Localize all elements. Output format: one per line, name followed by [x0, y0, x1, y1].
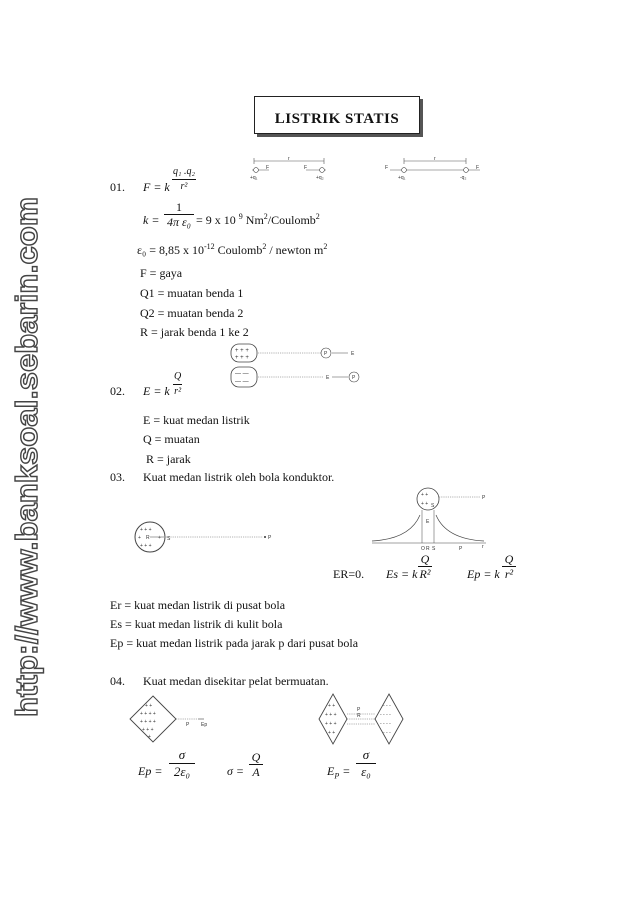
svg-text:+ + +: + + + [140, 527, 152, 533]
parallel-field-symbol: E [327, 764, 335, 778]
distance-axis-label: r [482, 544, 484, 550]
field-formula-fraction [173, 370, 182, 399]
watermark [5, 195, 47, 720]
epsilon-unit: Coulomb [217, 243, 263, 257]
definition-line: E = kuat medan listrik [143, 413, 250, 427]
field-label: E [326, 375, 330, 381]
point-label: P [352, 375, 356, 381]
surface-label: S [167, 536, 171, 542]
electric-field-diagram [228, 342, 368, 392]
field-formula-lhs: E = k [143, 384, 170, 398]
svg-text:+: + [138, 535, 141, 541]
charge-label: +q₂ [316, 175, 324, 181]
definition-line: Ep = kuat medan listrik pada jarak p dari pusat bola [110, 636, 359, 650]
parallel-field-fraction [356, 747, 376, 780]
radius-label: R [146, 535, 150, 541]
parallel-field-subscript: P [334, 771, 340, 781]
svg-text:- - -: - - - [383, 703, 391, 709]
fraction-denominator: 4π ε₀ [167, 215, 191, 229]
force-diagram-repel [244, 156, 334, 182]
k-value-unit: Nm [245, 213, 264, 227]
point-label: P [459, 546, 463, 552]
epsilon-text: ε₀ = 8,85 x 10 [137, 243, 204, 257]
section-heading: Kuat medan disekitar pelat bermuatan. [143, 674, 329, 688]
surface-label: S [432, 546, 436, 552]
k-value-unit: /Coulomb [267, 213, 316, 227]
plate-field-lhs: Ep = [138, 764, 163, 778]
radius-label: R [426, 546, 430, 552]
svg-text:— —: — — [235, 379, 249, 385]
fraction-denominator: A [252, 765, 260, 779]
title-box [254, 96, 420, 134]
svg-text:+ + + +: + + + + [140, 711, 156, 717]
definition-line: Es = kuat medan listrik di kulit bola [110, 617, 283, 631]
fraction-numerator: σ [356, 747, 376, 764]
svg-text:+ +: + + [328, 730, 336, 736]
k-constant-value: = 9 x 10 $^9$ Nm$^2$/Coulomb$^2$ [196, 212, 320, 227]
epsilon-constant: ε₀ = 8,85 x $10^{-12}$ Coulomb$^2$ / newton $m^2$ [137, 242, 328, 257]
charge-label: +q₁ [250, 175, 258, 181]
fraction-numerator: 1 [164, 200, 194, 215]
section-number: 01. [110, 180, 125, 194]
field-axis-label: E [426, 519, 430, 525]
coulomb-formula-lhs: F = k [143, 180, 170, 194]
field-label: E [351, 351, 355, 357]
definition-line: Er = kuat medan listrik di pusat bola [110, 598, 286, 612]
fraction-numerator: Q [173, 370, 182, 385]
definition-line: Q2 = muatan benda 2 [140, 306, 244, 320]
svg-text:- - -: - - - [383, 730, 391, 736]
svg-text:+: + [148, 734, 151, 740]
svg-text:— —: — — [235, 371, 249, 377]
charge-density-fraction [249, 750, 263, 779]
definition-line: Q1 = muatan benda 1 [140, 286, 244, 300]
force-label: F [304, 165, 308, 171]
charged-plate-diagram [128, 694, 223, 744]
svg-text:+ +: + + [145, 703, 153, 709]
svg-text:+ +: + + [421, 501, 429, 507]
fraction-denominator: r² [180, 181, 188, 192]
point-field-lhs: Ep = k [467, 567, 500, 581]
epsilon-exponent: -12 [204, 242, 215, 251]
parallel-plates-diagram [317, 692, 407, 748]
page-title: LISTRIK STATIS [274, 111, 400, 127]
fraction-denominator: R² [419, 567, 431, 581]
k-value-text: = 9 x 10 [196, 213, 236, 227]
origin-label: O [421, 546, 425, 552]
svg-text:- - - -: - - - - [380, 712, 391, 718]
point-label: P [482, 495, 486, 501]
equals-sign: = [342, 764, 351, 778]
fraction-numerator: Q [502, 552, 516, 567]
section-heading: Kuat medan listrik oleh bola konduktor. [143, 470, 335, 484]
section-number: 02. [110, 384, 125, 398]
center-field-equation: ER=0. [333, 567, 365, 581]
charge-density-lhs: σ = [227, 764, 245, 778]
definition-line: F = gaya [140, 266, 183, 280]
surface-field-fraction [418, 552, 432, 581]
field-label: Ep [201, 722, 208, 728]
svg-text:- - - -: - - - - [380, 721, 391, 727]
svg-text:+ + +: + + + [140, 543, 152, 549]
point-field-fraction [502, 552, 516, 581]
fraction-numerator: q₁ .q₂ [172, 165, 196, 180]
parallel-field-lhs [327, 764, 351, 781]
fraction-denominator: 2ε₀ [173, 764, 191, 779]
force-label: F [476, 165, 480, 171]
epsilon-unit: / newton m [269, 243, 324, 257]
surface-field-lhs: Es = k [386, 567, 418, 581]
distance-label: r [288, 156, 290, 162]
fraction-denominator: r² [174, 386, 182, 397]
force-diagram-attract [384, 156, 484, 182]
definition-line: R = jarak [146, 452, 191, 466]
charge-label: +q₁ [398, 175, 406, 181]
fraction-numerator: Q [418, 552, 432, 567]
fraction-numerator: σ [169, 747, 195, 764]
fraction-numerator: Q [249, 750, 263, 765]
point-label: P [357, 707, 361, 713]
distance-label: r [434, 156, 436, 162]
point-label: P [186, 722, 190, 728]
charge-label: -q₂ [460, 175, 467, 181]
watermark-text: http://www.banksoal.sebarin.com [9, 225, 44, 717]
svg-text:+ + +: + + + [325, 721, 337, 727]
force-label: F [385, 165, 389, 171]
section-number: 04. [110, 674, 125, 688]
svg-text:+ +: + + [328, 703, 336, 709]
point-label: P [324, 351, 328, 357]
plate-field-fraction [169, 747, 195, 780]
svg-text:+ +: + + [421, 492, 429, 498]
plate-label: R [357, 713, 361, 719]
k-value-exponent: 9 [238, 212, 243, 221]
svg-text:+: + [158, 535, 161, 541]
conducting-sphere-diagram [130, 520, 275, 554]
k-constant-fraction [164, 200, 194, 229]
point-label: P [268, 535, 272, 541]
k-constant-lhs: k = [143, 213, 160, 227]
svg-text:+ + +: + + + [325, 712, 337, 718]
svg-text:+ + +: + + + [235, 348, 249, 354]
svg-text:+ + +: + + + [142, 727, 154, 733]
svg-text:+ + + +: + + + + [140, 719, 156, 725]
svg-text:+ + +: + + + [235, 355, 249, 361]
fraction-denominator: ε₀ [361, 764, 371, 779]
definition-line: R = jarak benda 1 ke 2 [140, 325, 249, 339]
surface-label: S [431, 503, 435, 509]
coulomb-formula-fraction [172, 165, 196, 194]
force-label: F [266, 165, 270, 171]
section-number: 03. [110, 470, 125, 484]
definition-line: Q = muatan [143, 432, 200, 446]
fraction-denominator: r² [504, 567, 514, 581]
field-graph-diagram [370, 485, 490, 555]
